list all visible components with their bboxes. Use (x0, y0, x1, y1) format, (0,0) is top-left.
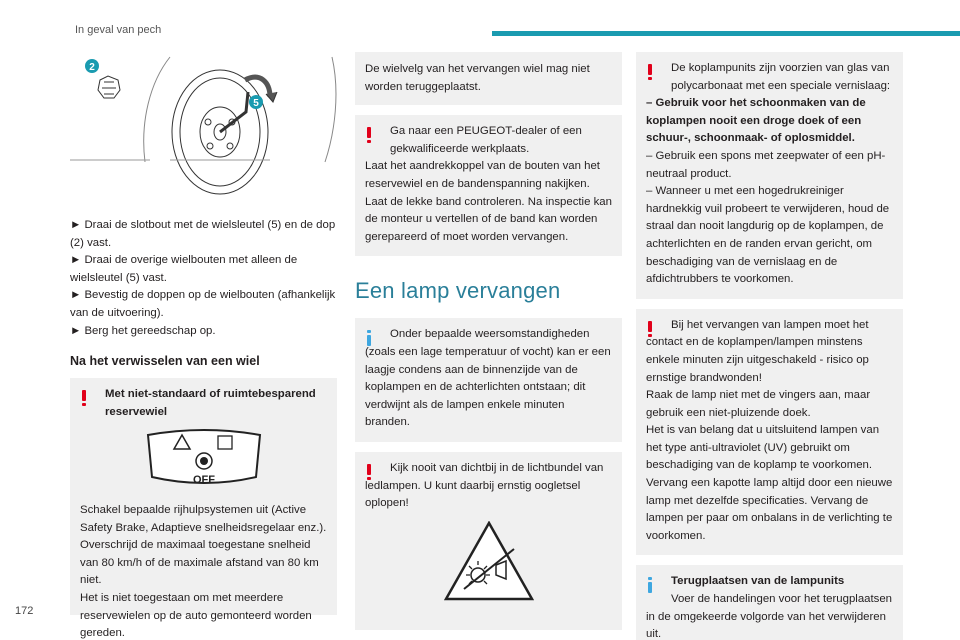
warning-box-polycarbonate (636, 52, 903, 299)
running-header: In geval van pech (75, 24, 162, 36)
warning-lead: Bij het vervangen van lampen moet het contact en de koplampen/lampen minstens enkele minuten zijn uitgeschakeld - risico op ernstige brandwonden! (646, 318, 869, 384)
info-icon (367, 330, 371, 346)
step-3: ► Bevestig de doppen op de wielbouten (afhankelijk van de uitvoering). (70, 289, 336, 319)
warning-line-1: – Gebruik voor het schoonmaken van de koplampen nooit een droge doek of een schuur-, schoonmaak- of oplosmiddel. (646, 97, 866, 145)
warning-icon (367, 464, 371, 479)
subheading: Na het verwisselen van een wiel (70, 354, 260, 369)
warning-line-3: – Wanneer u met een hogedrukreiniger hardnekkig vuil probeert te verwijderen, houd de straal dan nooit langdurig op de koplampen, de achterlichten en de randen ervan gericht, om beschadiging van de vernislaag en de afdichtrubbers te voorkomen. (646, 185, 890, 286)
warning-lead: Ga naar een PEUGEOT-dealer of een gekwalificeerde werkplaats. (390, 125, 582, 155)
warning-icon (82, 390, 86, 405)
warning-icon (367, 127, 371, 142)
warning-icon (648, 64, 652, 79)
warning-icon (648, 321, 652, 336)
column-2 (355, 52, 622, 630)
warning-text: Schakel bepaalde rijhulpsystemen uit (Active Safety Brake, Adaptieve snelheidsregelaar enz.). Overschrijd de maximaal toegestane snelheid van 80 km/h of de maximale afstand van 80 km niet. Het is niet toegestaan om met meerdere reservewielen op de auto gemonteerd worden gereden. (80, 503, 327, 640)
note-box: De wielvelg van het vervangen wiel mag niet worden teruggeplaatst. (355, 52, 622, 105)
wheel-tightening-illustration (70, 52, 337, 202)
off-label: OFF (192, 474, 215, 487)
no-look-led-icon (444, 521, 534, 601)
warning-text: Raak de lamp niet met de vingers aan, maar gebruik een niet-pluizende doek. Het is van belang dat u uitsluitend lampen van het type anti-ultraviolet (UV) gebruikt om beschadiging van de koplamp te voorkomen. Vervang een kapotte lamp altijd door een nieuwe lamp met dezelfde specificaties. Vervang de lampen per paar om onbalans in de verlichting te voorkomen. (646, 389, 893, 542)
page-number: 172 (15, 605, 34, 617)
step-2: ► Draai de overige wielbouten met alleen de wielsleutel (5) vast. (70, 254, 298, 284)
info-box-condensation (355, 318, 622, 442)
info-text: Voer de handelingen voor het terugplaatsen in de omgekeerde volgorde van het verwijderen uit. (646, 593, 893, 640)
column-3 (636, 52, 903, 640)
warning-text: Laat het aandrekkoppel van de bouten van het reservewiel en de bandenspanning nakijken. Laat de lekke band controleren. Na inspectie kan de monteur u vertellen of de band kan worden gerepareerd of moet worden vervangen. (365, 160, 612, 243)
warning-line-2: – Gebruik een spons met zeepwater of een pH-neutraal product. (646, 149, 886, 180)
warning-box-led (355, 452, 622, 630)
header-accent-bar (492, 31, 960, 36)
warning-text: Kijk nooit van dichtbij in de lichtbundel van ledlampen. U kunt daarbij ernstig oogletsel oplopen! (365, 461, 604, 510)
info-icon (648, 577, 652, 593)
info-text: Onder bepaalde weersomstandigheden (zoals een lage temperatuur of vocht) kan er een laagje condens aan de binnenzijde van de koplampen en de achterlichten ontstaan; dit verdwijnt als de lampen enkele minuten branden. (365, 328, 611, 429)
info-title: Terugplaatsen van de lampunits (671, 575, 845, 588)
section-heading: Een lamp vervangen (355, 278, 561, 304)
driver-assist-panel-figure (144, 427, 264, 489)
callout-2-label: 2 (89, 62, 95, 73)
step-4: ► Berg het gereedschap op. (70, 324, 216, 337)
warning-box-dealer (355, 115, 622, 256)
warning-box-lamp-replacement (636, 309, 903, 556)
warning-title: Met niet-standaard of ruimtebesparend reservewiel (105, 388, 316, 418)
warning-lead: De koplampunits zijn voorzien van glas van polycarbonaat met een speciale vernislaag: (671, 62, 891, 92)
step-1: ► Draai de slotbout met de wielsleutel (5) en de dop (2) vast. (70, 219, 336, 249)
step-list (70, 217, 337, 340)
column-1 (70, 52, 337, 640)
warning-box-spare-wheel (70, 378, 337, 640)
info-box-refit (636, 565, 903, 640)
callout-5-label: 5 (253, 98, 259, 109)
